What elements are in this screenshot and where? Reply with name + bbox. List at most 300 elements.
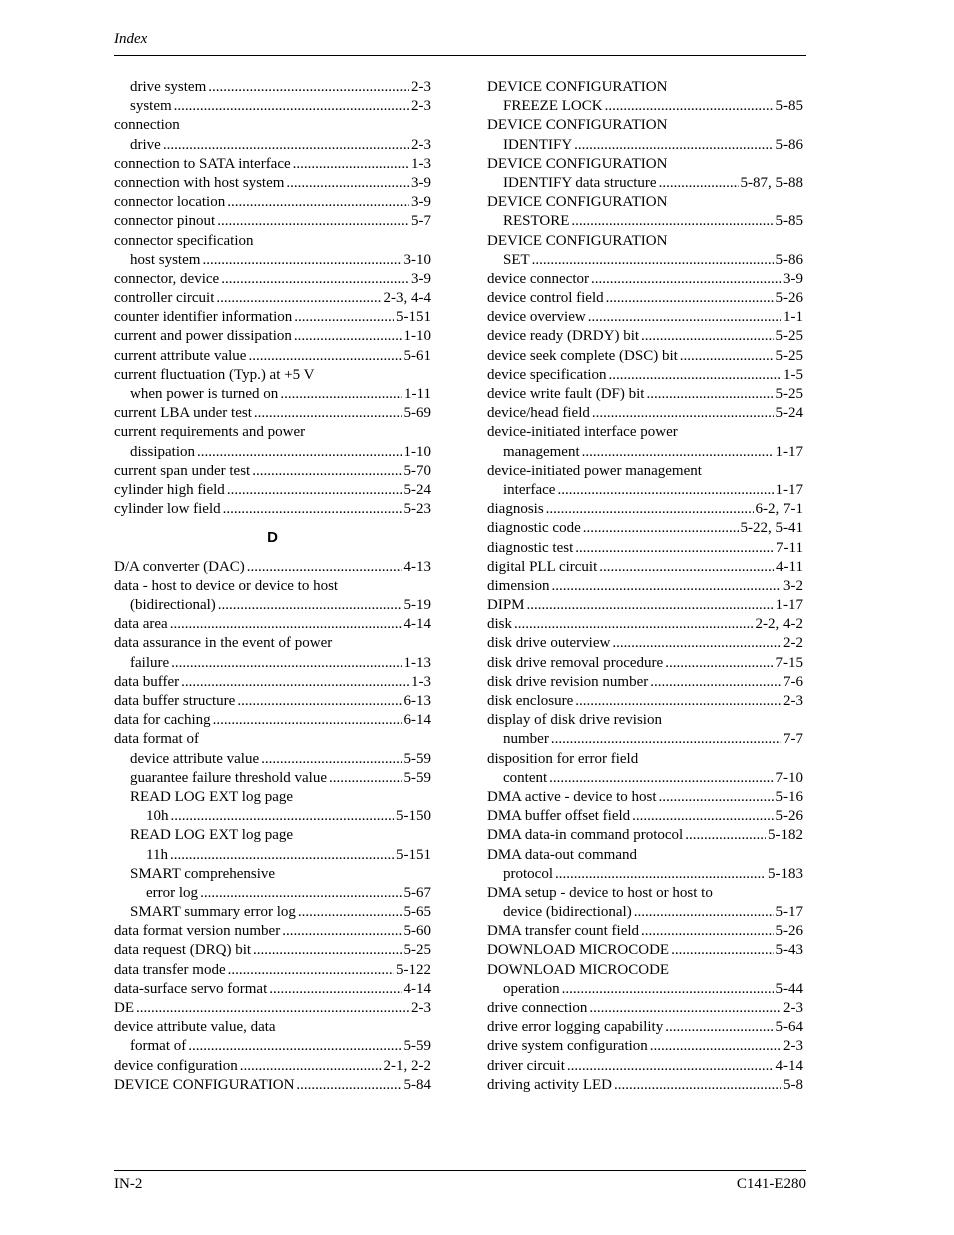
index-term: content <box>503 769 548 786</box>
index-entry <box>487 423 803 442</box>
index-entry <box>487 654 803 673</box>
page-reference: 4-13 <box>403 558 431 575</box>
dot-leader <box>650 673 781 692</box>
page-reference: 2-3 <box>411 136 431 153</box>
page-reference: 5-69 <box>403 405 431 422</box>
dot-leader <box>612 634 781 653</box>
index-term: device control field <box>487 290 604 307</box>
dot-leader <box>280 385 402 404</box>
page-reference: 5-25 <box>775 386 803 402</box>
index-entry <box>114 308 431 327</box>
dot-leader <box>216 289 381 308</box>
index-entry <box>487 577 803 596</box>
page-reference: 5-59 <box>403 750 431 767</box>
index-entry <box>487 78 803 97</box>
index-term: DOWNLOAD MICROCODE <box>487 961 670 978</box>
index-entry <box>114 1057 431 1076</box>
page-reference: 5-150 <box>396 808 431 825</box>
dot-leader <box>170 615 402 634</box>
index-term: guarantee failure threshold value <box>130 769 327 786</box>
dot-leader <box>641 922 773 941</box>
page-reference: 5-24 <box>775 405 803 422</box>
index-entry <box>114 116 431 135</box>
index-term: connector location <box>114 194 226 211</box>
index-entry <box>487 97 803 116</box>
index-entry <box>114 347 431 366</box>
index-entry <box>487 385 803 404</box>
page-reference: 5-87, 5-88 <box>740 174 803 191</box>
index-term: data format version number <box>114 923 281 940</box>
dot-leader <box>609 366 781 385</box>
index-term: counter identifier information <box>114 309 293 326</box>
dot-leader <box>213 711 402 730</box>
index-entry <box>114 884 431 903</box>
index-term: device write fault (DF) bit <box>487 386 645 402</box>
index-term: READ LOG EXT log page <box>130 788 294 805</box>
dot-leader <box>329 769 402 788</box>
index-term: READ LOG EXT log page <box>130 827 294 844</box>
page-reference: 1-13 <box>403 654 431 671</box>
page-reference: 3-9 <box>783 270 803 287</box>
index-entry <box>114 366 431 385</box>
index-entry <box>487 251 803 270</box>
dot-leader <box>659 788 774 807</box>
index-term: DMA data-out command <box>487 846 637 863</box>
dot-leader <box>252 462 401 481</box>
dot-leader <box>614 1076 781 1095</box>
index-term: SET <box>503 251 530 268</box>
index-term: FREEZE LOCK <box>503 98 603 115</box>
index-entry <box>487 941 803 960</box>
page-reference: 5-65 <box>403 904 431 921</box>
index-entry <box>114 846 431 865</box>
index-term: DMA data-in command protocol <box>487 827 684 844</box>
page-reference: 1-10 <box>403 443 431 460</box>
index-term: data format of <box>114 731 199 748</box>
page-reference: 5-8 <box>783 1076 803 1093</box>
dot-leader <box>671 941 773 960</box>
index-term: device/head field <box>487 405 590 422</box>
index-term: disposition for error field <box>487 750 639 767</box>
index-entry <box>487 615 803 634</box>
index-term: when power is turned on <box>130 386 279 402</box>
index-entry <box>114 865 431 884</box>
index-entry <box>487 1057 803 1076</box>
index-term: device attribute value, data <box>114 1019 276 1036</box>
page-reference: 5-182 <box>768 827 803 844</box>
index-entry <box>487 692 803 711</box>
page-reference: 5-43 <box>775 942 803 959</box>
page-reference: 2-2 <box>783 635 803 652</box>
dot-leader <box>606 289 774 308</box>
dot-leader <box>589 999 781 1018</box>
index-term: drive connection <box>487 1000 588 1016</box>
page-reference: 5-16 <box>775 788 803 805</box>
dot-leader <box>286 174 409 193</box>
index-entry <box>114 443 431 462</box>
page-reference: 2-3 <box>411 79 431 95</box>
dot-leader <box>202 251 401 270</box>
index-entry <box>114 404 431 423</box>
index-term: data for caching <box>114 712 211 729</box>
dot-leader <box>555 865 766 884</box>
index-entry <box>114 1037 431 1056</box>
page-reference: 6-14 <box>403 712 431 729</box>
index-term: driver circuit <box>487 1057 565 1074</box>
index-entry <box>114 903 431 922</box>
index-entry <box>487 232 803 251</box>
page-reference: 1-17 <box>775 597 803 614</box>
dot-leader <box>228 961 394 980</box>
index-term: drive system configuration <box>487 1038 648 1055</box>
page-reference: 5-70 <box>403 462 431 479</box>
dot-leader <box>294 308 394 327</box>
index-entry <box>487 366 803 385</box>
dot-leader <box>592 404 774 423</box>
page-reference: 3-10 <box>403 251 431 268</box>
index-term: DMA setup - device to host or host to <box>487 884 713 901</box>
index-term: number <box>503 731 549 748</box>
dot-leader <box>174 97 409 116</box>
page-reference: 5-24 <box>403 481 431 498</box>
index-entry <box>487 865 803 884</box>
page-reference: 2-3, 4-4 <box>383 290 431 307</box>
index-entry <box>487 1018 803 1037</box>
index-term: driving activity LED <box>487 1076 612 1093</box>
index-entry <box>114 692 431 711</box>
index-term: host system <box>130 251 201 268</box>
index-entry <box>487 347 803 366</box>
index-term: current fluctuation (Typ.) at +5 V <box>114 366 315 383</box>
page-reference: 5-151 <box>396 846 431 863</box>
index-entry <box>114 577 431 596</box>
index-term: device (bidirectional) <box>503 904 632 921</box>
index-entry <box>114 980 431 999</box>
page-reference: 5-7 <box>411 213 431 230</box>
dot-leader <box>551 730 781 749</box>
index-term: cylinder low field <box>114 501 221 518</box>
index-term: DEVICE CONFIGURATION <box>487 117 668 134</box>
index-entry <box>487 807 803 826</box>
dot-leader <box>188 1037 401 1056</box>
page-reference: 7-11 <box>776 539 803 556</box>
index-term: disk drive removal procedure <box>487 654 664 671</box>
dot-leader <box>240 1057 382 1076</box>
page-reference: 1-1 <box>783 309 803 326</box>
index-term: connector pinout <box>114 213 216 230</box>
page-reference: 5-23 <box>403 501 431 518</box>
page-reference: 5-85 <box>775 213 803 230</box>
index-term: diagnosis <box>487 501 544 518</box>
index-term: DEVICE CONFIGURATION <box>487 79 668 95</box>
page-reference: 4-14 <box>775 1057 803 1074</box>
page-reference: 5-19 <box>403 597 431 614</box>
index-term: SMART comprehensive <box>130 865 276 882</box>
page-reference: 5-122 <box>396 961 431 978</box>
index-term: interface <box>503 481 556 498</box>
index-entry <box>114 423 431 442</box>
index-entry <box>114 481 431 500</box>
index-entry <box>114 941 431 960</box>
page-reference: 4-14 <box>403 980 431 997</box>
page-reference: 5-25 <box>775 347 803 364</box>
index-term: disk drive revision number <box>487 673 649 690</box>
dot-leader <box>552 577 782 596</box>
index-term: 11h <box>146 846 168 863</box>
page-reference: 5-22, 5-41 <box>740 520 803 537</box>
index-entry <box>114 327 431 346</box>
dot-leader <box>296 1076 401 1095</box>
index-entry <box>487 193 803 212</box>
dot-leader <box>582 443 774 462</box>
dot-leader <box>227 193 409 212</box>
index-term: DEVICE CONFIGURATION <box>487 155 668 172</box>
index-term: diagnostic test <box>487 539 574 556</box>
dot-leader <box>546 500 754 519</box>
page-reference: 1-5 <box>783 366 803 383</box>
footer-rule <box>114 1170 806 1171</box>
index-entry <box>114 1076 431 1095</box>
page-reference: 7-6 <box>783 673 803 690</box>
index-entry <box>114 922 431 941</box>
index-term: connection <box>114 117 180 134</box>
index-term: DIPM <box>487 597 525 614</box>
index-term: operation <box>503 980 560 997</box>
index-entry <box>487 903 803 922</box>
index-term: SMART summary error log <box>130 904 296 921</box>
index-term: device-initiated power management <box>487 462 702 479</box>
index-term: IDENTIFY data structure <box>503 174 657 191</box>
index-term: protocol <box>503 865 553 882</box>
index-entry <box>487 174 803 193</box>
dot-leader <box>588 308 781 327</box>
dot-leader <box>248 347 401 366</box>
index-entry <box>487 136 803 155</box>
index-entry <box>114 750 431 769</box>
index-entry <box>487 884 803 903</box>
index-entry <box>114 385 431 404</box>
index-entry <box>487 404 803 423</box>
page-reference: 3-9 <box>411 270 431 287</box>
index-term: DMA buffer offset field <box>487 808 631 825</box>
index-entry <box>114 807 431 826</box>
index-term: data buffer structure <box>114 693 236 710</box>
index-term: disk <box>487 616 513 633</box>
page-reference: 5-25 <box>775 328 803 345</box>
page-reference: 2-3 <box>783 1038 803 1055</box>
index-entry <box>114 826 431 845</box>
dot-leader <box>685 826 766 845</box>
dot-leader <box>197 443 401 462</box>
index-term: current attribute value <box>114 347 247 364</box>
dot-leader <box>200 884 401 903</box>
dot-leader <box>254 404 402 423</box>
index-term: data-surface servo format <box>114 980 268 997</box>
index-entry <box>114 711 431 730</box>
index-term: disk enclosure <box>487 693 574 709</box>
index-entry <box>487 212 803 231</box>
index-entry <box>114 788 431 807</box>
index-term: data assurance in the event of power <box>114 635 333 652</box>
index-term: DOWNLOAD MICROCODE <box>487 942 670 959</box>
index-term: device-initiated interface power <box>487 424 678 441</box>
dot-leader <box>269 980 401 999</box>
page-reference: 2-2, 4-2 <box>755 616 803 633</box>
index-term: connector, device <box>114 270 220 287</box>
page-reference: 1-11 <box>404 386 431 402</box>
index-term: display of disk drive revision <box>487 712 662 729</box>
page-reference: 1-17 <box>775 443 803 460</box>
page-reference: 1-17 <box>775 481 803 498</box>
index-term: controller circuit <box>114 290 215 307</box>
page-reference: 5-60 <box>403 923 431 940</box>
page-reference: 2-3 <box>783 693 803 709</box>
index-entry <box>487 999 803 1018</box>
index-term: DEVICE CONFIGURATION <box>487 194 668 211</box>
dot-leader <box>171 807 395 826</box>
page-reference: 5-151 <box>396 309 431 326</box>
dot-leader <box>136 999 409 1018</box>
index-term: data - host to device or device to host <box>114 577 339 594</box>
index-entry <box>114 673 431 692</box>
index-term: dissipation <box>130 443 196 460</box>
index-entry <box>487 1037 803 1056</box>
index-term: device seek complete (DSC) bit <box>487 347 678 364</box>
dot-leader <box>646 385 773 404</box>
page-reference: 5-26 <box>775 923 803 940</box>
index-term: D/A converter (DAC) <box>114 558 245 575</box>
index-entry <box>114 232 431 251</box>
index-entry <box>114 654 431 673</box>
index-term: data request (DRQ) bit <box>114 942 252 959</box>
index-entry <box>114 462 431 481</box>
page-reference: 7-10 <box>775 769 803 786</box>
index-term: dimension <box>487 577 550 594</box>
index-term: RESTORE <box>503 213 570 230</box>
index-entry <box>487 922 803 941</box>
index-entry <box>114 961 431 980</box>
index-term: current span under test <box>114 462 251 479</box>
dot-leader <box>665 1018 773 1037</box>
index-entry <box>487 730 803 749</box>
index-entry <box>487 327 803 346</box>
index-term: device attribute value <box>130 750 260 767</box>
page-reference: 5-64 <box>775 1019 803 1036</box>
page-reference: 5-25 <box>403 942 431 959</box>
index-entry <box>487 980 803 999</box>
page-reference: 4-14 <box>403 616 431 633</box>
dot-leader <box>591 270 781 289</box>
index-term: failure <box>130 654 170 671</box>
page-reference: 5-183 <box>768 865 803 882</box>
index-entry <box>114 289 431 308</box>
dot-leader <box>293 155 409 174</box>
page-reference: 2-3 <box>411 1000 431 1017</box>
index-entry <box>114 999 431 1018</box>
index-entry <box>114 558 431 577</box>
index-entry <box>487 539 803 558</box>
index-term: data transfer mode <box>114 961 226 978</box>
page-reference: 1-10 <box>403 328 431 345</box>
dot-leader <box>605 97 774 116</box>
page-reference: 5-26 <box>775 290 803 307</box>
index-term: format of <box>130 1038 187 1055</box>
dot-leader <box>218 596 402 615</box>
dot-leader <box>294 327 402 346</box>
page-number: IN-2 <box>114 1176 143 1192</box>
index-term: management <box>503 443 580 460</box>
dot-leader <box>557 481 773 500</box>
dot-leader <box>247 558 402 577</box>
index-term: current and power dissipation <box>114 328 292 345</box>
index-entry <box>114 596 431 615</box>
index-term: DEVICE CONFIGURATION <box>114 1076 295 1093</box>
dot-leader <box>567 1057 774 1076</box>
index-term: IDENTIFY <box>503 136 573 153</box>
index-entry <box>487 519 803 538</box>
dot-leader <box>282 922 401 941</box>
page-reference: 5-67 <box>403 884 431 901</box>
index-term: connection with host system <box>114 174 285 191</box>
page-reference: 5-61 <box>403 347 431 364</box>
index-entry <box>487 673 803 692</box>
page-reference: 5-84 <box>403 1076 431 1093</box>
index-term: DMA active - device to host <box>487 788 657 805</box>
index-term: drive system <box>130 79 207 95</box>
dot-leader <box>549 769 773 788</box>
index-term: system <box>130 98 172 115</box>
dot-leader <box>217 212 409 231</box>
index-entry <box>487 846 803 865</box>
index-entry <box>114 615 431 634</box>
index-entry <box>487 961 803 980</box>
dot-leader <box>221 270 409 289</box>
dot-leader <box>171 654 401 673</box>
dot-leader <box>208 78 409 97</box>
page-reference: 3-9 <box>411 174 431 191</box>
dot-leader <box>237 692 401 711</box>
page-reference: 2-3 <box>411 98 431 115</box>
index-term: data buffer <box>114 673 180 690</box>
dot-leader <box>680 347 774 366</box>
index-term: connector specification <box>114 232 254 249</box>
section-letter: D <box>267 529 278 547</box>
index-entry <box>114 97 431 116</box>
index-term: DE <box>114 1000 134 1017</box>
index-term: diagnostic code <box>487 520 581 537</box>
page-reference: 2-3 <box>783 1000 803 1016</box>
index-entry <box>487 500 803 519</box>
index-entry <box>114 212 431 231</box>
index-term: error log <box>146 884 199 901</box>
dot-leader <box>574 136 773 155</box>
index-term: device connector <box>487 270 590 287</box>
page-reference: 5-17 <box>775 904 803 921</box>
dot-leader <box>527 596 774 615</box>
dot-leader <box>532 251 774 270</box>
header-rule <box>114 55 806 56</box>
index-entry <box>487 1076 803 1095</box>
index-entry <box>487 596 803 615</box>
index-entry <box>487 270 803 289</box>
page-reference: 2-1, 2-2 <box>383 1057 431 1074</box>
index-entry <box>487 462 803 481</box>
dot-leader <box>170 846 394 865</box>
dot-leader <box>634 903 774 922</box>
index-term: data area <box>114 616 168 633</box>
index-entry <box>487 750 803 769</box>
page-reference: 5-26 <box>775 808 803 825</box>
